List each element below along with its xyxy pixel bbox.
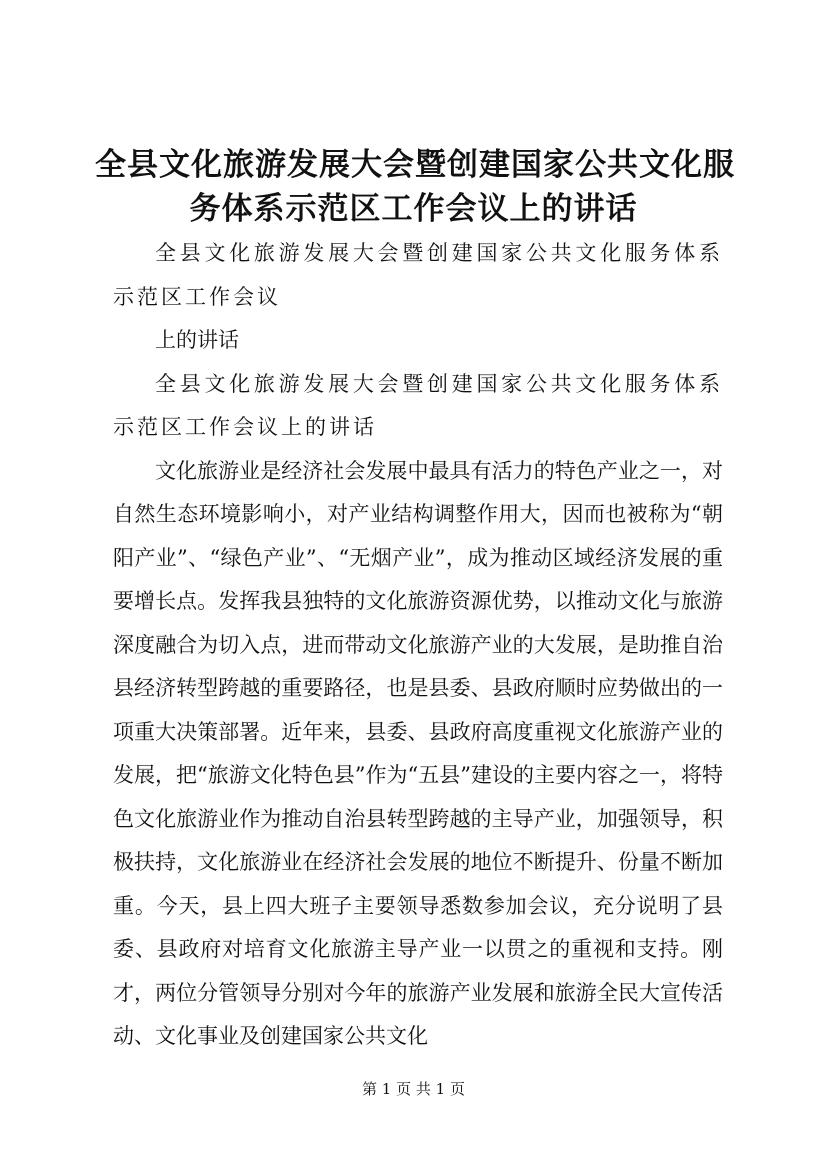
document-title <box>95 143 735 231</box>
title-line-1: 全县文化旅游发展大会暨创建国家公共文化服 <box>95 147 735 183</box>
title-line-2: 务体系示范区工作会议上的讲话 <box>189 191 638 227</box>
paragraph-3: 全县文化旅游发展大会暨创建国家公共文化服务体系示范区工作会议上的讲话 <box>113 371 723 439</box>
page-number-footer: 第 1 页 共 1 页 <box>362 1080 465 1098</box>
paragraph-2: 上的讲话 <box>155 328 239 352</box>
document-body <box>113 232 723 1059</box>
paragraph-4: 文化旅游业是经济社会发展中最具有活力的特色产业之一，对自然生态环境影响小，对产业结构调整作用大，因而也被称为“朝阳产业”、“绿色产业”、“无烟产业”，成为推动区域经济发展的重要增长点。发挥我县独特的文化旅游资源优势，以推动文化与旅游深度融合为切入点，进而带动文化旅游产业的大发展，是助推自治县经济转型跨越的重要路径，也是县委、县政府顺时应势做出的一项重大决策部署。近年来，县委、县政府高度重视文化旅游产业的发展，把“旅游文化特色县”作为“五县”建设的主要内容之一，将特色文化旅游业作为推动自治县转型跨越的主导产业，加强领导，积极扶持，文化旅游业在经济社会发展的地位不断提升、份量不断加重。今天，县上四大班子主要领导悉数参加会议，充分说明了县委、县政府对培育文化旅游主导产业一以贯之的重视和支持。刚才，两位分管领导分别对今年的旅游产业发展和旅游全民大宣传活动、文化事业及创建国家公共文化 <box>113 458 723 1048</box>
paragraph-1: 全县文化旅游发展大会暨创建国家公共文化服务体系示范区工作会议 <box>113 241 723 309</box>
